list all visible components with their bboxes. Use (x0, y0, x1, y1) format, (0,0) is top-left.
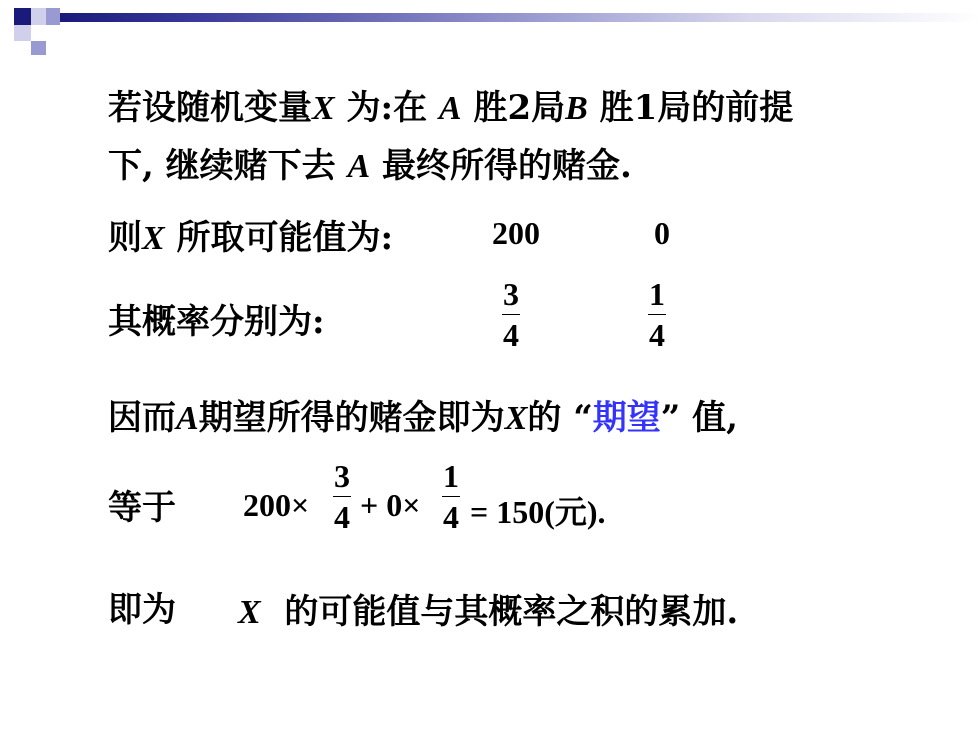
conclusion-label: 即为 (108, 590, 176, 630)
possible-values-label: 则X 所取可能值为: (108, 218, 394, 258)
header-square-decoration (31, 8, 46, 25)
expectation-sentence: 因而A期望所得的赌金即为X的 “期望” 值, (108, 398, 739, 438)
conclusion-text: X 的可能值与其概率之积的累加. (238, 592, 739, 632)
text-line-1: 若设随机变量X 为:在 A 胜2局B 胜1局的前提 (108, 88, 794, 128)
header-gradient-bar (60, 13, 980, 22)
highlight-term: 期望 (592, 398, 661, 438)
header-square-decoration (31, 25, 46, 41)
probability-fraction-1: 3 4 (503, 276, 519, 353)
probability-fraction-2: 1 4 (649, 276, 665, 353)
header-square-decoration (14, 25, 31, 41)
formula-fraction-2: 1 4 (443, 458, 459, 535)
text-line-2: 下, 继续赌下去 A 最终所得的赌金. (108, 146, 632, 186)
value-200: 200 (492, 215, 540, 251)
equals-label: 等于 (108, 488, 176, 528)
probabilities-label: 其概率分别为: (108, 302, 325, 342)
header-square-decoration (31, 41, 46, 55)
formula-term-2: + 0× (360, 487, 421, 523)
formula-term-1: 200× (243, 487, 310, 523)
header-square-decoration (46, 8, 60, 25)
formula-result: = 150(元). (470, 494, 606, 530)
value-0: 0 (654, 215, 670, 251)
formula-fraction-1: 3 4 (334, 458, 350, 535)
header-square-decoration (14, 8, 31, 25)
